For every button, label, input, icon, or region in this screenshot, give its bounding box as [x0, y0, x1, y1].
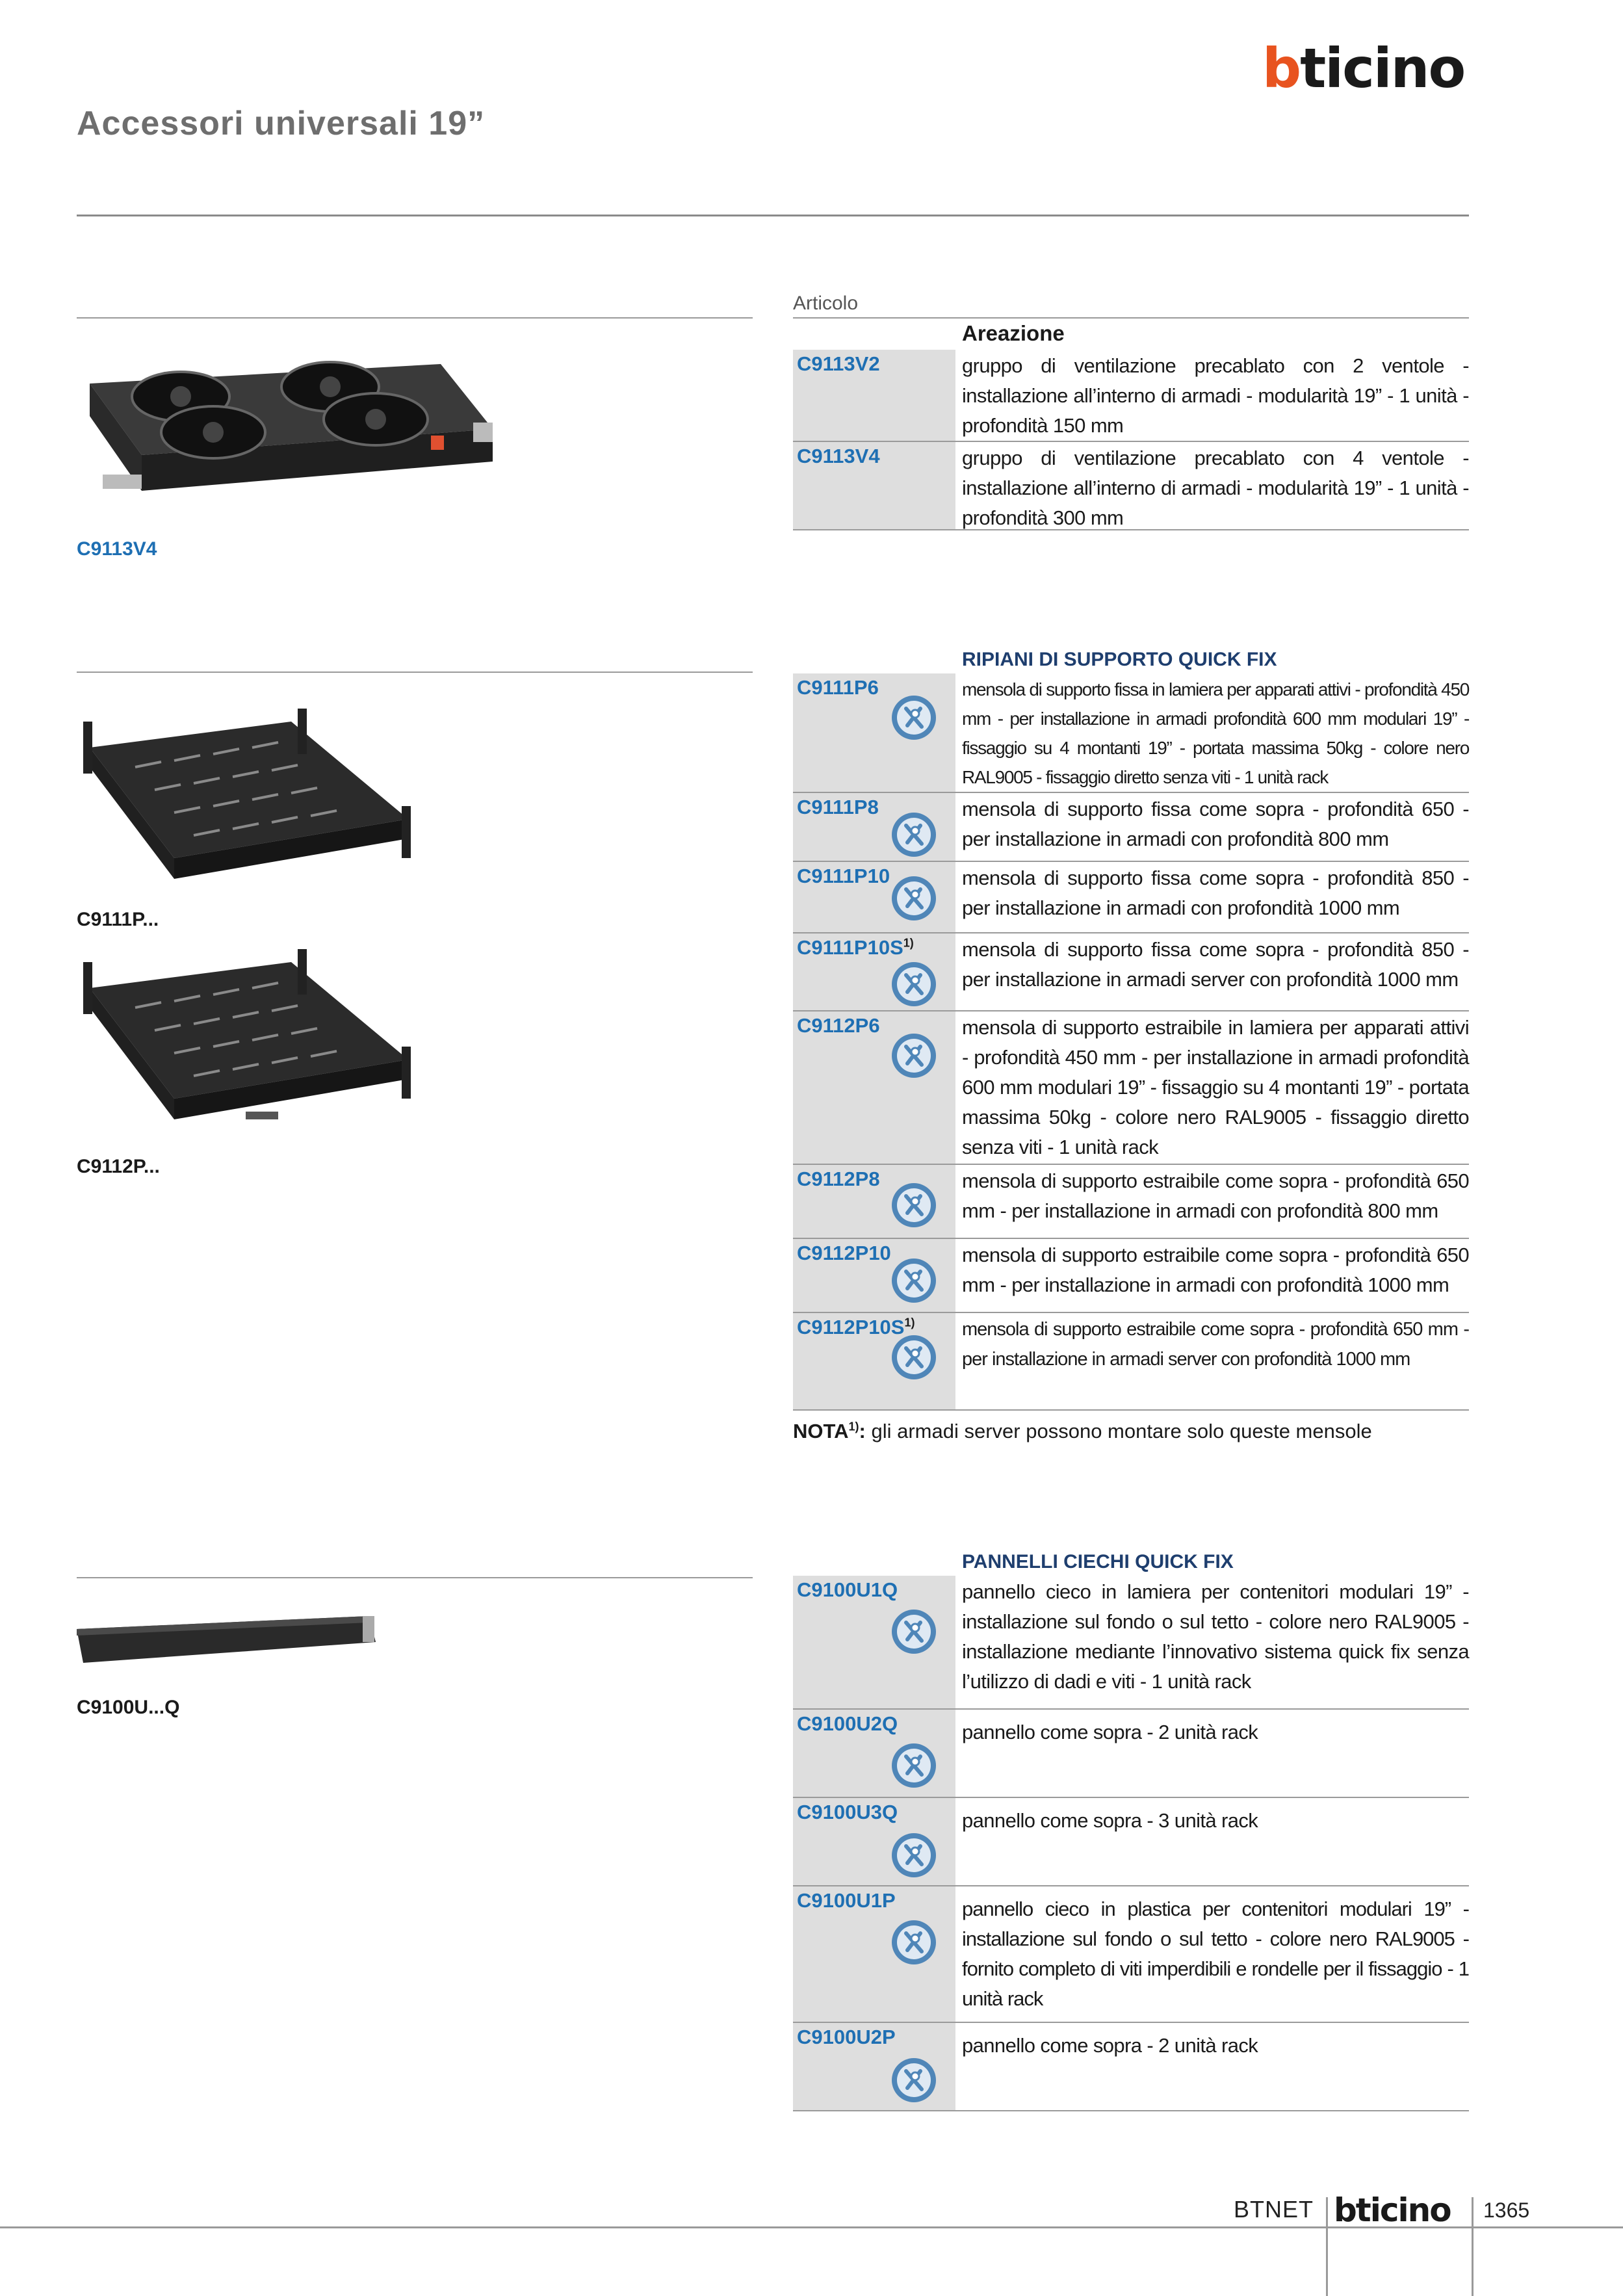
- quick-fix-badge: [890, 2057, 937, 2104]
- footnote-marker: 1): [903, 936, 914, 950]
- quick-fix-badge: [890, 1608, 937, 1655]
- quick-fix-badge: [890, 1032, 937, 1079]
- blank-panel-image: [77, 1616, 376, 1675]
- section-title: Areazione: [962, 321, 1065, 345]
- article-code-text: C9112P8: [797, 1168, 880, 1190]
- article-code: [797, 796, 879, 819]
- sliding-shelf-caption: C9112P...: [77, 1156, 160, 1177]
- article-code: C9100U1Q: [797, 1578, 898, 1601]
- article-code: [797, 936, 914, 959]
- brand-logo: [1262, 36, 1465, 100]
- page-number: 1365: [1483, 2198, 1530, 2222]
- article-description: mensola di supporto fissa in lamiera per apparati attivi - profondità 450 mm - per installazione in armadi profondità 600 mm modulari 19” - fissaggio su 4 montanti 19” - portata massima 50kg - colore nero RAL9005 - fissaggio diretto senza viti - 1 unità rack: [962, 679, 1469, 787]
- quick-fix-icon: [890, 1182, 937, 1229]
- footnote-label: [793, 1420, 866, 1442]
- article-description: mensola di supporto fissa come sopra - profondità 650 - per installazione in armadi con profondità 800 mm: [962, 798, 1469, 850]
- title-divider: [77, 215, 1469, 216]
- panel-caption: C9100U...Q: [77, 1697, 180, 1718]
- article-description: pannello come sopra - 3 unità rack: [962, 1809, 1258, 1832]
- article-code-text: C9111P6: [797, 676, 879, 699]
- quick-fix-icon: [890, 1608, 937, 1655]
- page-title: Accessori universali 19”: [77, 105, 486, 142]
- article-code-text: C9112P10S: [797, 1316, 905, 1338]
- quick-fix-icon: [890, 694, 937, 741]
- article-description: pannello come sopra - 2 unità rack: [962, 1721, 1258, 1743]
- footnote-text: gli armadi server possono montare solo queste mensole: [865, 1420, 1372, 1442]
- article-code: C9100U1P: [797, 1889, 896, 1912]
- quick-fix-icon: [890, 1832, 937, 1879]
- article-code-text: C9112P6: [797, 1014, 880, 1037]
- quick-fix-icon: [890, 1742, 937, 1789]
- footer-separator: [1472, 2197, 1474, 2296]
- footer-logo: [1334, 2192, 1451, 2228]
- fan-unit-image: [77, 351, 493, 514]
- table-row: [793, 442, 1469, 530]
- section-areazione: [793, 319, 1469, 540]
- article-code: C9113V2: [797, 352, 880, 375]
- quick-fix-icon: [890, 1257, 937, 1304]
- article-description: pannello come sopra - 2 unità rack: [962, 2034, 1258, 2057]
- table-row: [793, 1239, 1469, 1313]
- section-title: PANNELLI CIECHI QUICK FIX: [962, 1551, 1234, 1572]
- footer-section-name: BTNET: [1234, 2196, 1314, 2223]
- table-row: [793, 793, 1469, 862]
- quick-fix-badge: [890, 811, 937, 858]
- footnote-colon: :: [859, 1420, 866, 1442]
- quick-fix-icon: [890, 1334, 937, 1381]
- article-code-text: C9111P10S: [797, 936, 903, 959]
- table-row: [793, 1011, 1469, 1165]
- quick-fix-badge: [890, 694, 937, 741]
- quick-fix-icon: [890, 961, 937, 1008]
- article-description: mensola di supporto estraibile come sopra - profondità 650 mm - per installazione in armadi server con profondità 1000 mm: [962, 1319, 1469, 1370]
- quick-fix-icon: [890, 811, 937, 858]
- table-row: [793, 1886, 1469, 2023]
- image-divider-panel: [77, 1577, 753, 1578]
- quick-fix-badge: [890, 1334, 937, 1381]
- article-description: mensola di supporto estraibile come sopra - profondità 650 mm - per installazione in armadi con profondità 800 mm: [962, 1169, 1469, 1222]
- article-code: [797, 865, 890, 888]
- section-pannelli: [793, 1550, 1469, 2122]
- fan-caption: C9113V4: [77, 538, 157, 560]
- quick-fix-badge: [890, 875, 937, 922]
- footer-separator: [1326, 2197, 1328, 2296]
- quick-fix-badge: [890, 961, 937, 1008]
- table-row: [793, 862, 1469, 933]
- footnote-marker: 1): [904, 1316, 915, 1329]
- article-description: mensola di supporto fissa come sopra - profondità 850 - per installazione in armadi con profondità 1000 mm: [962, 867, 1469, 919]
- footnote: [793, 1420, 1372, 1443]
- image-divider-shelf: [77, 672, 753, 673]
- article-code: C9113V4: [797, 445, 880, 467]
- brand-logo-rest: ticino: [1300, 36, 1465, 100]
- article-code: [797, 1014, 880, 1037]
- footer-logo-prefix: b: [1334, 2191, 1356, 2229]
- table-row: [793, 2023, 1469, 2111]
- article-description: mensola di supporto estraibile come sopra - profondità 650 mm - per installazione in armadi con profondità 1000 mm: [962, 1244, 1469, 1296]
- article-description: mensola di supporto estraibile in lamiera per apparati attivi - profondità 450 mm - per installazione in armadi profondità 600 mm modulari 19” - fissaggio su 4 montanti 19” - portata massima 50kg - colore nero RAL9005 - fissaggio diretto senza viti - 1 unità rack: [962, 1016, 1469, 1158]
- article-code: [797, 1242, 891, 1265]
- article-description: mensola di supporto fissa come sopra - profondità 850 - per installazione in armadi server con profondità 1000 mm: [962, 938, 1469, 991]
- fixed-shelf-caption: C9111P...: [77, 909, 159, 930]
- article-code-text: C9111P10: [797, 865, 890, 887]
- footnote-sup: 1): [848, 1420, 859, 1433]
- table-row: [793, 1710, 1469, 1798]
- brand-logo-prefix: b: [1262, 36, 1301, 100]
- image-divider-fan: [77, 317, 753, 319]
- articolo-header: Articolo: [793, 293, 859, 314]
- table-row: [793, 1313, 1469, 1411]
- article-code: [797, 1168, 880, 1191]
- article-description: gruppo di ventilazione precablato con 4 ventole - installazione all’interno di armadi - modularità 19” - 1 unità - profondità 300 mm: [962, 447, 1469, 529]
- quick-fix-badge: [890, 1919, 937, 1966]
- quick-fix-badge: [890, 1742, 937, 1789]
- article-code: C9100U3Q: [797, 1801, 898, 1823]
- article-description: pannello cieco in lamiera per contenitori modulari 19” - installazione sul fondo o sul tetto - colore nero RAL9005 - installazione mediante l’innovativo sistema quick fix senza l’utilizzo di dadi e viti - 1 unità rack: [962, 1580, 1469, 1693]
- sliding-shelf-image: [77, 949, 415, 1144]
- article-description: pannello cieco in plastica per contenitori modulari 19” - installazione sul fondo o sul tetto - colore nero RAL9005 - fornito completo di viti imperdibili e rondelle per il fissaggio - 1 unità rack: [962, 1898, 1469, 2010]
- quick-fix-icon: [890, 875, 937, 922]
- article-code: C9100U2Q: [797, 1712, 898, 1735]
- quick-fix-icon: [890, 2057, 937, 2104]
- footer-logo-rest: ticino: [1355, 2191, 1451, 2229]
- section-title: RIPIANI DI SUPPORTO QUICK FIX: [962, 649, 1277, 670]
- table-row: [793, 933, 1469, 1011]
- quick-fix-badge: [890, 1182, 937, 1229]
- table-row: [793, 673, 1469, 793]
- quick-fix-icon: [890, 1032, 937, 1079]
- quick-fix-badge: [890, 1257, 937, 1304]
- table-row: [793, 1576, 1469, 1710]
- article-code: [797, 676, 879, 699]
- article-code-text: C9111P8: [797, 796, 879, 818]
- article-description: gruppo di ventilazione precablato con 2 ventole - installazione all’interno di armadi - modularità 19” - 1 unità - profondità 150 mm: [962, 354, 1469, 437]
- table-row: [793, 1165, 1469, 1239]
- section-ripiani: [793, 647, 1469, 1415]
- quick-fix-badge: [890, 1832, 937, 1879]
- fixed-shelf-image: [77, 709, 415, 904]
- table-row: [793, 1798, 1469, 1886]
- article-code-text: C9112P10: [797, 1242, 891, 1264]
- quick-fix-icon: [890, 1919, 937, 1966]
- footnote-label-text: NOTA: [793, 1420, 849, 1442]
- article-code: C9100U2P: [797, 2026, 896, 2048]
- table-row: [793, 350, 1469, 442]
